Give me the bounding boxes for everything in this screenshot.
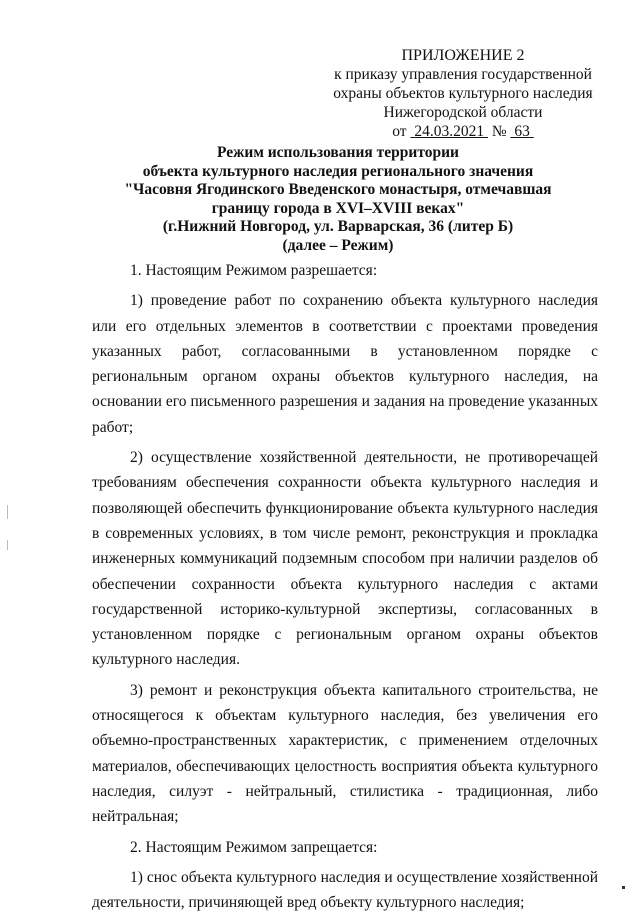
scan-margin-mark (7, 505, 8, 519)
date-prefix: от (392, 123, 407, 140)
order-date: 24.03.2021 (414, 123, 485, 140)
annex-title: ПРИЛОЖЕНИЕ 2 (401, 47, 525, 64)
annex-line-3: Нижегородской области (383, 104, 543, 121)
title-line-1: Режим использования территории (217, 144, 459, 161)
section-2-heading: 2. Настоящим Режимом запрещается: (130, 838, 378, 856)
title-line-3: "Часовня Ягодинского Введенского монастыря, отмечавшая (124, 181, 552, 198)
annex-header (318, 46, 608, 141)
section-1-heading: 1. Настоящим Режимом разрешается: (130, 262, 378, 279)
annex-line-2: охраны объектов культурного наследия (333, 85, 593, 102)
scan-margin-mark (7, 540, 8, 550)
paragraph-prohibited-1: 1) снос объекта культурного наследия и осуществление хозяйственной деятельности, причиняющей вред объекту культурного наследия; (92, 868, 598, 912)
title-line-6: (далее – Режим) (282, 236, 394, 254)
scan-dot (622, 886, 625, 889)
title-line-2: объекта культурного наследия регионального значения (142, 162, 534, 180)
annex-date-line (318, 122, 608, 141)
paragraph-permitted-1: 1) проведение работ по сохранению объекта культурного наследия или его отдельных элементов в соответствии с проектами проведения указанных работ, согласованными в установленном порядке с региональным органом охраны объектов культурного наследия, на основании его письменного разрешения и задания на проведение указанных работ; (92, 292, 598, 436)
title-line-4: границу города в XVI–XVIII веках" (211, 199, 465, 217)
annex-line-1: к приказу управления государственной (334, 66, 592, 83)
paragraph-permitted-3: 3) ремонт и реконструкция объекта капитального строительства, не относящегося к объектам культурного наследия, без увеличения его объемно-пространственных характеристик, с применением отделочных материалов, обеспечивающих целостность восприятия объекта культурного наследия, силуэт - нейтральный, стилистика - традиционная, либо нейтральная; (92, 681, 598, 826)
title-line-5: (г.Нижний Новгород, ул. Варварская, 36 (литер Б) (162, 218, 514, 235)
document-body (92, 258, 598, 920)
order-number: 63 (514, 123, 530, 140)
document-title (80, 144, 596, 255)
paragraph-permitted-2: 2) осуществление хозяйственной деятельности, не противоречащей требованиям обеспечения сохранности объекта культурного наследия и позволяющей обеспечить функционирование объекта культурного наследия в современных условиях, в том числе ремонт, реконструкция и прокладка инженерных коммуникаций подземным способом при наличии разделов об обеспечении сохранности объекта культурного наследия с актами государственной историко-культурной экспертизы, согласованных в установленном порядке с региональным органом охраны объектов культурного наследия. (92, 449, 598, 669)
number-prefix: № (491, 123, 507, 140)
